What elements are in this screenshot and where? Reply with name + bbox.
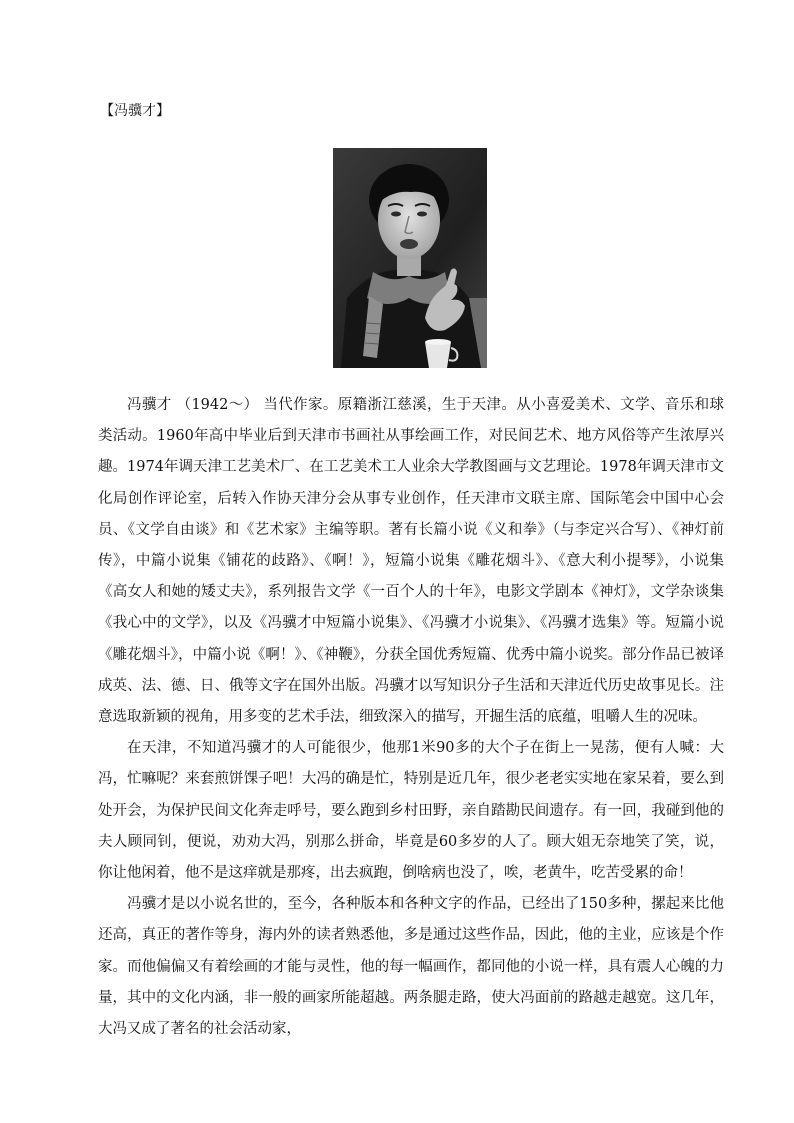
- author-portrait-photo: [333, 148, 487, 368]
- article-heading: 【冯骥才】: [100, 103, 170, 119]
- paragraph-biography: 冯骥才 （1942～） 当代作家。原籍浙江慈溪，生于天津。从小喜爱美术、文学、音乐和球类活动。1960年高中毕业后到天津市书画社从事绘画工作，对民间艺术、地方风俗等产生浓厚兴趣。1974年调天津工艺美术厂、在工艺美术工人业余大学教图画与文艺理论。1978年调天津市文化局创作评论室，后转入作协天津分会从事专业创作，任天津市文联主席、国际笔会中国中心会员、《文学自由谈》和《艺术家》主编等职。著有长篇小说《义和拳》（与李定兴合写）、《神灯前传》，中篇小说集《铺花的歧路》、《啊！》，短篇小说集《雕花烟斗》、《意大利小提琴》，小说集《高女人和她的矮丈夫》，系列报告文学《一百个人的十年》，电影文学剧本《神灯》，文学杂谈集《我心中的文学》，以及《冯骥才中短篇小说集》、《冯骥才小说集》、《冯骥才选集》等。短篇小说《雕花烟斗》，中篇小说《啊！》、《神鞭》，分获全国优秀短篇、优秀中篇小说奖。部分作品已被译成英、法、德、日、俄等文字在国外出版。冯骥才以写知识分子生活和天津近代历史故事见长。注意选取新颖的视角，用多变的艺术手法，细致深入的描写，开掘生活的底蕴，咀嚼人生的况味。: [98, 397, 724, 726]
- paragraph-novelist-painter: 冯骥才是以小说名世的，至今，各种版本和各种文字的作品，已经出了150多种，摞起来比他还高，真正的著作等身，海内外的读者熟悉他，多是通过这些作品，因此，他的主业，应该是个作家。而他偏偏又有着绘画的才能与灵性，他的每一幅画作，都同他的小说一样，具有震人心魄的力量，其中的文化内涵，非一般的画家所能超越。两条腿走路，使大冯面前的路越走越宽。这几年，大冯又成了著名的社会活动家，: [98, 896, 724, 1038]
- article-body: [98, 390, 724, 1045]
- paragraph-tianjin-anecdote: 在天津，不知道冯骥才的人可能很少，他那1米90多的大个子在街上一晃荡，便有人喊：大冯，忙嘛呢？来套煎饼馃子吧！大冯的确是忙，特别是近几年，很少老老实实地在家呆着，要么到处开会，为保护民间文化奔走呼号，要么跑到乡村田野，亲自踏勘民间遗存。有一回，我碰到他的夫人顾同钊，便说，劝劝大冯，别那么拼命，毕竟是60多岁的人了。顾大姐无奈地笑了笑，说，你让他闲着，他不是这痒就是那疼，出去疯跑，倒啥病也没了，唉，老黄牛，吃苦受累的命！: [98, 740, 724, 882]
